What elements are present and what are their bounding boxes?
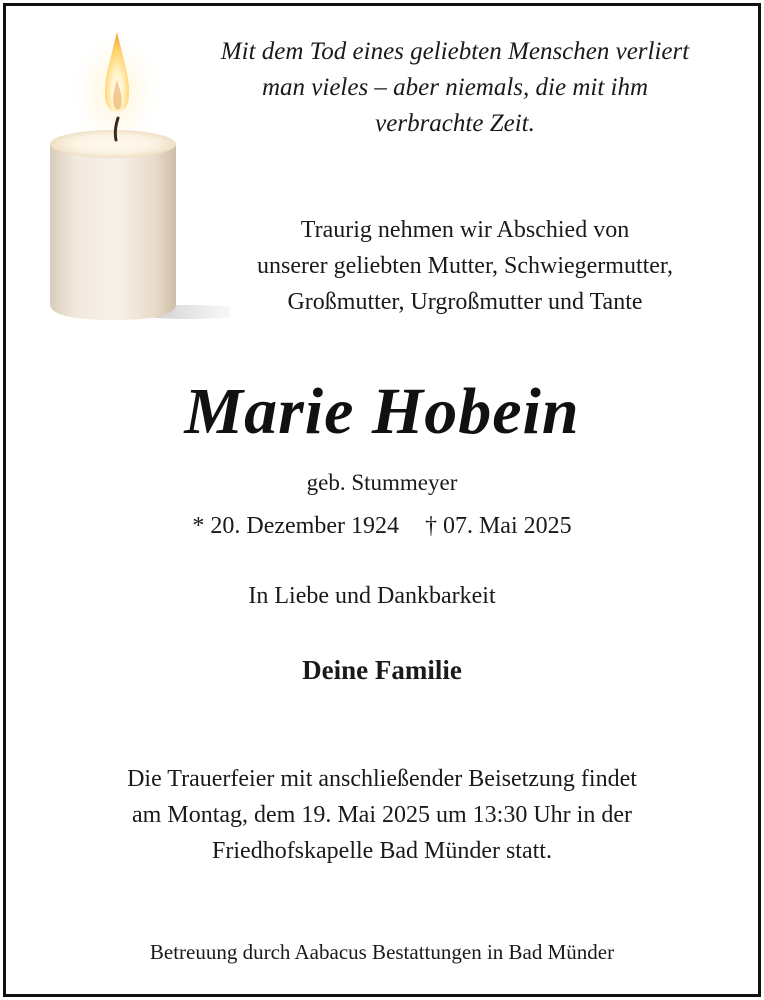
birth-date: * 20. Dezember 1924: [192, 513, 399, 539]
closing-phrase: In Liebe und Dankbarkeit: [248, 583, 496, 609]
life-dates: [0, 509, 764, 543]
undertaker-note: Betreuung durch Aabacus Bestattungen in Bad Münder: [149, 940, 615, 964]
quote-line: man vieles – aber niemals, die mit ihm: [261, 74, 649, 101]
funeral-line: Die Trauerfeier mit anschließender Beisetzung findet: [127, 766, 637, 792]
family-signature: Deine Familie: [302, 655, 462, 685]
intro-line: Großmutter, Urgroßmutter und Tante: [287, 289, 643, 315]
funeral-line: Friedhofskapelle Bad Münder statt.: [212, 838, 552, 864]
deceased-name: Marie Hobein: [184, 375, 580, 448]
death-date: † 07. Mai 2025: [424, 513, 572, 539]
quote-line: verbrachte Zeit.: [375, 110, 535, 137]
intro-line: Traurig nehmen wir Abschied von: [300, 217, 630, 243]
intro-line: unserer geliebten Mutter, Schwiegermutter,: [257, 253, 673, 279]
funeral-details: [40, 761, 724, 869]
funeral-line: am Montag, dem 19. Mai 2025 um 13:30 Uhr in der: [132, 802, 632, 828]
farewell-intro: [190, 212, 740, 320]
quote-line: Mit dem Tod eines geliebten Menschen verliert: [220, 38, 690, 65]
memorial-quote: [190, 34, 720, 142]
birth-name: geb. Stummeyer: [306, 470, 458, 495]
